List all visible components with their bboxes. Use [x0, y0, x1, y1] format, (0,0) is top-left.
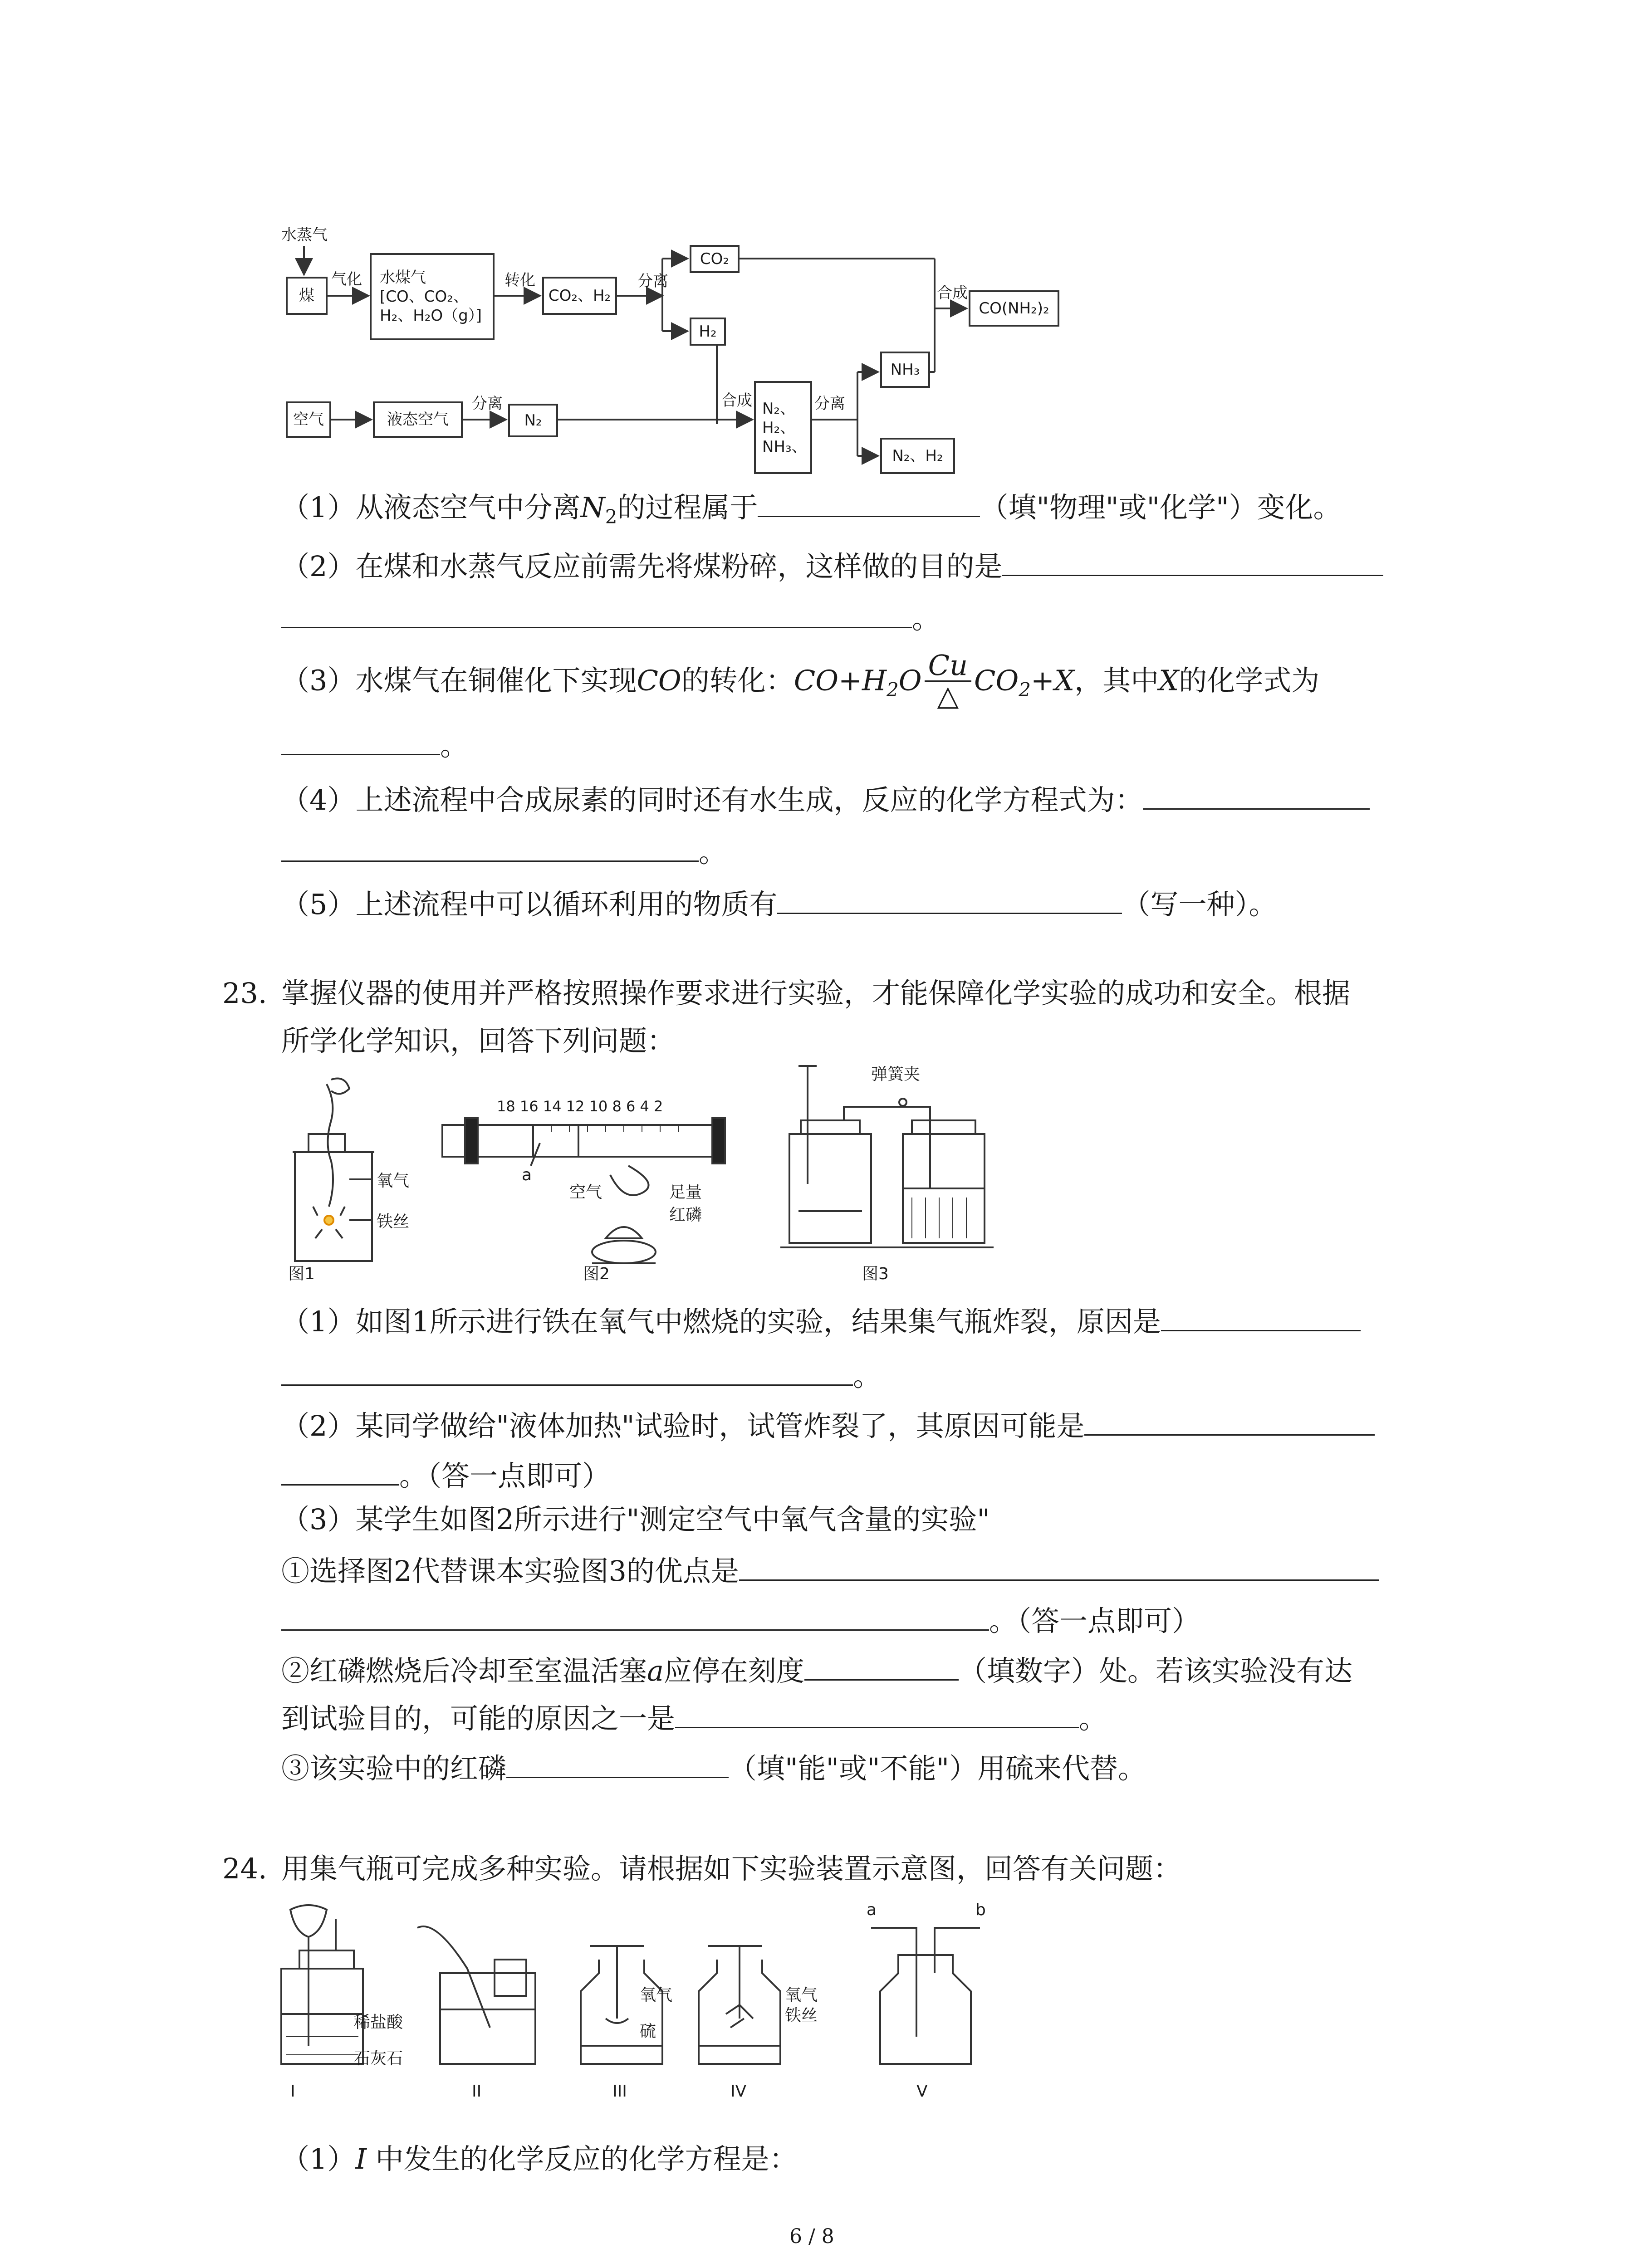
q22-part3-cont	[281, 726, 468, 764]
co2-label: CO₂	[700, 250, 730, 268]
q22-p5-end: （写一种）。	[1122, 888, 1277, 921]
q23-part3-3	[281, 1749, 1146, 1787]
air-label: 空气	[293, 411, 324, 429]
water-gas-box	[370, 253, 495, 340]
q24-f5-b-label: b	[975, 1901, 986, 1919]
fig2-a-label: a	[522, 1166, 532, 1184]
q24-f1-stone-label: 石灰石	[354, 2049, 403, 2068]
q23-p3-3-text-a: ③该实验中的红磷	[281, 1752, 507, 1785]
q22-p5-text: （5）上述流程中可以循环利用的物质有	[281, 888, 778, 921]
q22-p1-text: （1）从液态空气中分离	[281, 491, 581, 524]
gasify-label: 气化	[331, 270, 362, 288]
q23-p1-text: （1）如图1所示进行铁在氧气中燃烧的实验，结果集气瓶炸裂，原因是	[281, 1305, 1161, 1338]
q22-p4-answer-blank-2[interactable]	[281, 832, 699, 862]
q23-stem-2: 所学化学知识，回答下列问题：	[281, 1024, 676, 1057]
q23-p3-2-text-a: ②红磷燃烧后冷却至室温活塞	[281, 1654, 647, 1687]
q23-p3-2-piston: a	[647, 1654, 664, 1687]
separate1-label: 分离	[637, 272, 668, 290]
urea-box	[969, 290, 1059, 327]
q23-p1-end: 。	[853, 1359, 882, 1393]
q22-p1-sub: 2	[605, 505, 617, 528]
mix-nh3: NH₃、	[762, 437, 807, 456]
q24-f5-a-label: a	[867, 1901, 877, 1919]
q23-part1-cont	[281, 1356, 881, 1394]
q22-p5-answer-blank[interactable]	[777, 885, 1122, 914]
water-vapor-label: 水蒸气	[281, 226, 328, 244]
synth-top-label: 合成	[937, 284, 968, 302]
q23-part3-2-cont	[281, 1699, 1107, 1737]
mix-n2: N₂、	[762, 399, 796, 418]
page-number: 6 / 8	[789, 2225, 834, 2248]
q22-p2-answer-blank[interactable]	[1002, 547, 1383, 576]
fig2-phosphorus-label-1: 足量	[669, 1183, 702, 1202]
mixture-box	[754, 381, 812, 474]
q23-p2-end: 。（答一点即可）	[399, 1459, 611, 1492]
q22-p3-eq-left: CO+H	[794, 664, 887, 697]
q23-p3-2-text-b: 应停在刻度	[663, 1654, 804, 1687]
q22-part2	[281, 547, 1383, 585]
q22-p3-answer-blank[interactable]	[281, 726, 440, 755]
q24-p1-b: 中发生的化学反应的化学方程是：	[366, 2142, 798, 2175]
q23-fig1	[281, 1070, 417, 1288]
q24-f3-sulfur-label: 硫	[640, 2022, 656, 2041]
q24-caption-5: V	[916, 2082, 928, 2101]
q23-p2-answer-blank-2[interactable]	[281, 1456, 399, 1486]
q22-part2-cont	[281, 599, 940, 637]
q22-p3-b: 的转化：	[681, 664, 794, 697]
q23-p3-1-answer-blank-2[interactable]	[281, 1601, 989, 1631]
fig3-caption: 图3	[862, 1265, 889, 1283]
q23-part3-2	[281, 1651, 1352, 1689]
mix-h2: H₂、	[762, 418, 796, 437]
q22-part3	[281, 649, 1320, 713]
q22-part4	[281, 780, 1370, 818]
q22-p1-b: 的过程属于	[617, 491, 758, 524]
q24-caption-1: I	[290, 2082, 295, 2101]
q24-part1	[281, 2141, 798, 2177]
q23-p3-3-answer-blank[interactable]	[506, 1749, 729, 1778]
q22-p3-eq-left-o: O	[898, 664, 922, 697]
q22-p4-answer-blank[interactable]	[1143, 780, 1370, 810]
fig2-caption: 图2	[583, 1265, 610, 1283]
q24-caption-3: III	[612, 2082, 627, 2101]
separate2-label: 分离	[472, 395, 503, 413]
q24-caption-2: II	[472, 2082, 482, 2101]
q22-p1-answer-blank[interactable]	[758, 488, 980, 517]
fig1-wire-label: 铁丝	[377, 1212, 410, 1231]
q23-fig3	[780, 1061, 998, 1288]
q24-f4-oxygen-label: 氧气	[785, 1986, 818, 2004]
q24-number: 24.	[222, 1852, 267, 1885]
coal-label: 煤	[299, 287, 314, 305]
q23-p3-2-answer-blank[interactable]	[804, 1651, 959, 1681]
q23-part3-1-cont	[281, 1601, 1200, 1639]
q23-p3-1-answer-blank[interactable]	[739, 1551, 1379, 1581]
q22-p3-eq-left-sub: 2	[887, 679, 899, 701]
liquid-air-box	[373, 401, 463, 438]
fig3-apparatus-drawing	[780, 1061, 998, 1288]
water-gas-title: 水煤气	[380, 269, 426, 287]
q23-part2-cont	[281, 1456, 610, 1494]
q24-f4-wire-label: 铁丝	[785, 2006, 818, 2025]
q22-p4-end: 。	[699, 836, 727, 869]
q22-part5	[281, 885, 1277, 923]
n2-h2-box	[880, 438, 955, 474]
n2-h2-label: N₂、H₂	[892, 447, 943, 465]
q22-p4-text: （4）上述流程中合成尿素的同时还有水生成，反应的化学方程式为：	[281, 783, 1143, 816]
q22-part1	[281, 488, 1342, 535]
synth-mid-label: 合成	[721, 391, 752, 410]
q24-apparatus-drawings	[272, 1901, 1043, 2114]
q23-p3-2-text-d: 到试验目的，可能的原因之一是	[281, 1702, 676, 1735]
q22-p3-heat: △	[937, 679, 959, 712]
q22-p3-eq-right-sub: 2	[1019, 679, 1031, 701]
q22-p3-reaction-condition	[925, 650, 971, 710]
q22-p3-end: 。	[440, 729, 469, 762]
convert-label: 转化	[505, 271, 535, 289]
fig3-clip-label: 弹簧夹	[871, 1065, 921, 1084]
h2-label: H₂	[699, 323, 717, 341]
q24-f3-oxygen-label: 氧气	[640, 1986, 673, 2004]
q22-p3-co: CO	[637, 664, 681, 697]
q23-stem-1: 掌握仪器的使用并严格按照操作要求进行实验，才能保障化学实验的成功和安全。根据	[281, 977, 1351, 1010]
h2-box	[690, 318, 726, 346]
q22-p1-var: N	[580, 491, 605, 524]
fig1-caption: 图1	[288, 1265, 315, 1283]
fig2-scale-label: 18 16 14 12 10 8 6 4 2	[497, 1098, 663, 1115]
co2-h2-label: CO₂、H₂	[548, 287, 611, 305]
urea-label: CO(NH₂)₂	[979, 299, 1049, 318]
co2-h2-box	[542, 277, 617, 315]
q22-p3-eq-right-x: +X	[1031, 664, 1075, 697]
q22-p3-catalyst: Cu	[925, 650, 971, 682]
q23-part1	[281, 1302, 1361, 1340]
q23-p2-text: （2）某同学做给"液体加热"试验时，试管炸裂了，其原因可能是	[281, 1409, 1085, 1442]
q23-part3: （3）某学生如图2所示进行"测定空气中氧气含量的实验"	[281, 1503, 990, 1536]
q22-p1-c: （填"物理"或"化学"）变化。	[980, 491, 1342, 524]
q22-p3-eq-right: CO	[974, 664, 1019, 697]
liquid-air-label: 液态空气	[387, 411, 449, 429]
nh3-label: NH₃	[890, 361, 920, 379]
q22-p3-x: X	[1159, 664, 1179, 697]
nh3-box	[880, 352, 930, 388]
q22-p2-text: （2）在煤和水蒸气反应前需先将煤粉碎，这样做的目的是	[281, 550, 1003, 583]
q24-caption-4: IV	[730, 2082, 747, 2101]
q23-p3-2-text-c: （填数字）处。若该实验没有达	[959, 1654, 1353, 1687]
q22-part4-cont	[281, 832, 727, 870]
q24-stem: 用集气瓶可完成多种实验。请根据如下实验装置示意图，回答有关问题：	[281, 1852, 1182, 1885]
fig1-oxygen-label: 氧气	[377, 1172, 410, 1190]
q23-part2	[281, 1406, 1375, 1444]
q23-p1-answer-blank-2[interactable]	[281, 1356, 853, 1386]
q23-p3-2-answer-blank-2[interactable]	[675, 1699, 1079, 1728]
q24-figures	[272, 1901, 1043, 2114]
q22-p2-end: 。	[912, 602, 941, 635]
q23-p3-1-text: ①选择图2代替课本实验图3的优点是	[281, 1554, 739, 1588]
q24-f1-acid-label: 稀盐酸	[354, 2013, 403, 2032]
q23-p3-2-end: 。	[1079, 1702, 1107, 1735]
q24-p1-a: （1）	[281, 2142, 356, 2175]
co2-box	[690, 245, 740, 273]
q23-fig2	[433, 1098, 742, 1288]
q23-p1-answer-blank[interactable]	[1161, 1302, 1361, 1331]
q22-p2-answer-blank-2[interactable]	[281, 599, 912, 628]
q23-p2-answer-blank[interactable]	[1084, 1406, 1375, 1436]
n2-label: N₂	[524, 411, 542, 430]
fig2-phosphorus-label-2: 红磷	[669, 1206, 702, 1224]
flowchart	[272, 218, 1089, 481]
q24-p1-i: I	[355, 2142, 367, 2175]
fig2-air-label: 空气	[569, 1183, 603, 1202]
q23-p3-3-text-b: （填"能"或"不能"）用硫来代替。	[729, 1752, 1146, 1785]
separate3-label: 分离	[814, 395, 845, 413]
water-gas-comp1: [CO、CO₂、	[380, 288, 469, 306]
q22-p3-d: 的化学式为	[1179, 664, 1320, 697]
q22-p3-c: ，其中	[1074, 664, 1159, 697]
q23-p3-1-end: 。（答一点即可）	[989, 1604, 1200, 1637]
n2-box	[508, 404, 558, 437]
air-box	[286, 401, 331, 438]
q23-number: 23.	[222, 977, 267, 1010]
q22-p3-text: （3）水煤气在铜催化下实现	[281, 664, 637, 697]
coal-box	[286, 277, 328, 315]
water-gas-comp2: H₂、H₂O（g）]	[380, 307, 482, 325]
q23-part3-1	[281, 1551, 1379, 1589]
